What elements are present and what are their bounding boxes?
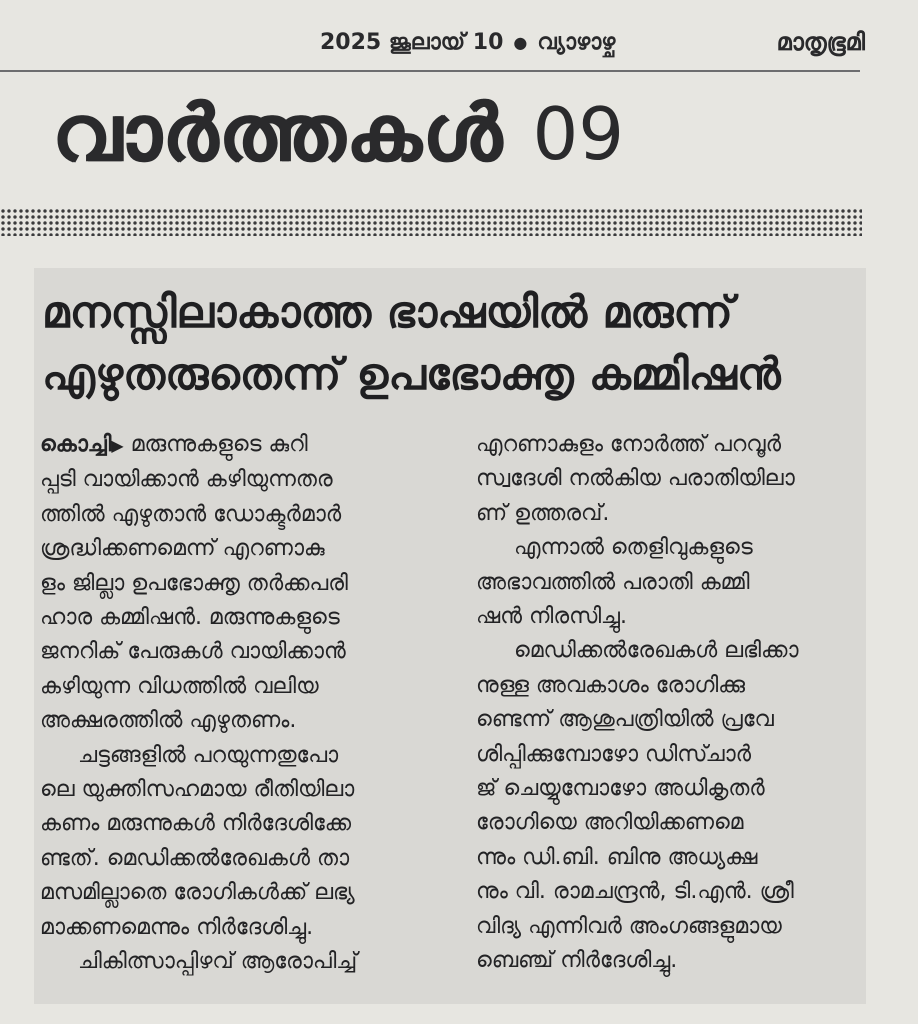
body-line: മസമില്ലാതെ രോഗികൾക്ക് ലഭ്യ <box>40 880 355 906</box>
body-line: ബെഞ്ച് നിർദേശിച്ചു. <box>476 948 678 974</box>
body-line: സ്വദേശി നൽകിയ പരാതിയിലാ <box>476 466 795 492</box>
body-line: ഷൻ നിരസിച്ചു. <box>476 604 627 630</box>
dotted-divider <box>0 208 862 236</box>
dateline: കൊച്ചി <box>40 432 112 457</box>
article-headline <box>42 282 857 407</box>
body-line: ണ്ടെന്ന് ആശുപത്രിയിൽ പ്രവേ <box>476 707 774 733</box>
body-line: രോഗിയെ അറിയിക്കണമെ <box>476 810 744 836</box>
headline-line: മനസ്സിലാകാത്ത ഭാഷയിൽ മരുന്ന് <box>42 287 733 338</box>
body-line: ന്നും ഡി.ബി. ബിനു അധ്യക്ഷ <box>476 844 758 870</box>
body-line: നും വി. രാമചന്ദ്രൻ, ടി.എൻ. ശ്രീ <box>476 879 794 905</box>
body-line: ത്തിൽ എഴുതാൻ ഡോക്ടർമാർ <box>40 501 342 527</box>
headline-line: എഴുതരുതെന്ന് ഉപഭോക്തൃ കമ്മിഷൻ <box>42 349 781 400</box>
body-line: ജനറിക് പേരുകൾ വായിക്കാൻ <box>40 639 346 665</box>
body-line: പ്പടി വായിക്കാൻ കഴിയുന്നതര <box>40 467 333 493</box>
body-line: ജ് ചെയ്യുമ്പോഴോ അധികൃതർ <box>476 776 765 802</box>
body-line: ശ്രദ്ധിക്കണമെന്ന് എറണാകു <box>40 536 325 562</box>
body-line: അക്ഷരത്തിൽ എഴുതണം. <box>40 708 297 734</box>
body-line: ളം ജില്ലാ ഉപഭോക്തൃ തർക്കപരി <box>40 570 348 596</box>
page-number: 09 <box>532 92 625 176</box>
newspaper-name: മാതൃഭൂമി <box>776 28 865 56</box>
body-line: മെഡിക്കൽരേഖകൾ ലഭിക്കാ <box>514 638 799 664</box>
body-line: വിദ്യ എന്നിവർ അംഗങ്ങളുമായ <box>476 913 782 939</box>
issue-date: 2025 ജൂലായ് 10 <box>320 29 504 55</box>
body-line: ണ്ടത്. മെഡിക്കൽരേഖകൾ താ <box>40 845 350 871</box>
separator-dot-icon: ● <box>513 32 528 52</box>
body-line: എറണാകുളം നോർത്ത് പറവൂർ <box>476 432 782 457</box>
section-title: വാർത്തകൾ <box>52 88 503 179</box>
masthead <box>320 22 865 62</box>
masthead-rule <box>0 70 860 72</box>
body-line: ഹാര കമ്മിഷൻ. മരുന്നുകളുടെ <box>40 605 340 631</box>
body-line: ശിപ്പിക്കുമ്പോഴോ ഡിസ്ചാർ <box>476 741 752 767</box>
body-line: ണ് ഉത്തരവ്. <box>476 500 610 526</box>
body-line: ചികിത്സാപ്പിഴവ് ആരോപിച്ച് <box>78 949 358 975</box>
body-line: കണം മരുന്നുകൾ നിർദേശിക്കേ <box>40 811 352 837</box>
issue-day: വ്യാഴാഴ്ച <box>537 29 616 55</box>
section-header <box>52 88 860 180</box>
body-line: നുള്ള അവകാശം രോഗിക്കു <box>476 672 746 698</box>
body-line: ലെ യുക്തിസഹമായ രീതിയിലാ <box>40 777 355 803</box>
body-line: കൊച്ചി▶ മരുന്നുകളുടെ കുറി <box>40 432 308 457</box>
dateline-arrow-icon: ▶ <box>111 436 124 455</box>
body-line: മാക്കണമെന്നും നിർദേശിച്ചു. <box>40 914 314 940</box>
body-line: എന്നാൽ തെളിവുകളുടെ <box>514 535 753 561</box>
body-line: കഴിയുന്ന വിധത്തിൽ വലിയ <box>40 673 319 699</box>
article-column-left <box>40 428 430 980</box>
body-line: അഭാവത്തിൽ പരാതി കമ്മി <box>476 569 750 595</box>
article-column-right <box>476 428 866 979</box>
body-line: ചട്ടങ്ങളിൽ പറയുന്നതുപോ <box>78 742 339 768</box>
